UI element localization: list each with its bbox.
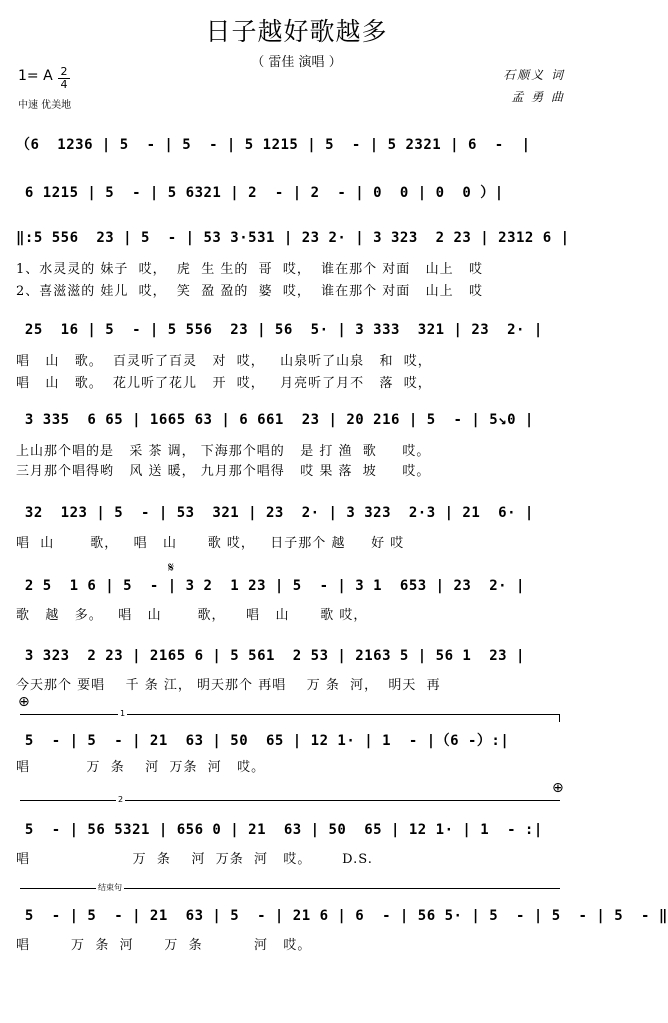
notation-row-2: 6 1215 | 5 - | 5 6321 | 2 - | 2 - | 0 0 | 0 0 ）|	[16, 185, 504, 201]
time-bottom: 4	[58, 78, 70, 91]
coda-sign: ⊕	[18, 694, 30, 710]
key-signature: 1= A	[18, 68, 53, 84]
lyric-row-7: 歌 越 多。 唱 山 歌， 唱 山 歌 哎，	[16, 608, 368, 623]
lyric-row-4-verse2: 唱 山 歌。 花儿听了花儿 开 哎， 月亮听了月不 落 哎，	[16, 376, 432, 391]
notation-row-6: 32 123 | 5 - | 53 321 | 23 2· | 3 323 2·3 | 21 6· |	[16, 505, 534, 521]
lyricist-credit: 石顺义 词	[503, 68, 565, 82]
notation-row-7: 2 5 1 6 | 5 - | 3 2 1 23 | 5 - | 3 1 653 | 23 2· |	[16, 578, 525, 594]
lyric-row-9: 唱 万 条 河 万条 河 哎。	[16, 760, 266, 775]
volta-1-end	[559, 714, 560, 722]
composer-credit: 孟 勇 曲	[511, 90, 565, 104]
notation-row-8: 3 323 2 23 | 2165 6 | 5 561 2 53 | 2163 5 | 56 1 23 |	[16, 648, 525, 664]
singer-credit: （ 雷佳 演唱 ）	[251, 55, 342, 70]
lyric-row-3-verse1: 1、水灵灵的 妹子 哎， 虎 生 生的 哥 哎， 谁在那个 对面 山上 哎	[16, 262, 484, 277]
lyric-row-8: 今天那个 要唱 千 条 江， 明天那个 再唱 万 条 河， 明天 再	[16, 678, 441, 693]
notation-row-1: （6 1236 | 5 - | 5 - | 5 1215 | 5 - | 5 2321 | 6 - |	[16, 137, 531, 153]
lyric-row-4-verse1: 唱 山 歌。 百灵听了百灵 对 哎， 山泉听了山泉 和 哎，	[16, 354, 432, 369]
notation-row-4: 25 16 | 5 - | 5 556 23 | 56 5· | 3 333 321 | 23 2· |	[16, 322, 543, 338]
lyric-row-10: 唱 万 条 河 万条 河 哎。 D.S.	[16, 852, 373, 867]
coda-sign-2: ⊕	[552, 780, 564, 796]
time-top: 2	[60, 65, 68, 78]
volta-2-label: 2	[118, 795, 124, 804]
volta-1-bracket	[20, 714, 560, 715]
lyric-row-11: 唱 万 条 河 万 条 河 哎。	[16, 938, 312, 953]
notation-row-3: ‖:5 556 23 | 5 - | 53 3·531 | 23 2· | 3 323 2 23 | 2312 6 |	[16, 230, 570, 246]
lyric-row-5-verse1: 上山那个唱的是 采 茶 调， 下海那个唱的 是 打 渔 歌 哎。	[16, 444, 431, 459]
lyric-row-5-verse2: 三月那个唱得哟 风 送 暖， 九月那个唱得 哎 果 落 坡 哎。	[16, 464, 431, 479]
notation-row-10: 5 - | 56 5321 | 656 0 | 21 63 | 50 65 | 12 1· | 1 - :|	[16, 822, 543, 838]
volta-2-bracket	[20, 800, 560, 801]
song-title: 日子越好歌越多	[205, 17, 388, 46]
notation-row-11: 5 - | 5 - | 21 63 | 5 - | 21 6 | 6 - | 56 5· | 5 - | 5 - | 5 - ‖	[16, 908, 668, 924]
notation-row-9: 5 - | 5 - | 21 63 | 50 65 | 12 1· | 1 - |（6 -）:|	[16, 733, 510, 749]
lyric-row-6: 唱 山 歌， 唱 山 歌 哎， 日子那个 越 好 哎	[16, 536, 405, 551]
volta-1-label: 1	[120, 709, 126, 718]
segno-sign: 𝄋	[168, 560, 175, 576]
lyric-row-3-verse2: 2、喜滋滋的 娃儿 哎， 笑 盈 盈的 婆 哎， 谁在那个 对面 山上 哎	[16, 284, 484, 299]
tempo-marking: 中速 优美地	[18, 100, 72, 111]
time-signature	[58, 66, 70, 91]
notation-row-5: 3 335 6 65 | 1665 63 | 6 661 23 | 20 216 | 5 - | 5↘0 |	[16, 412, 534, 428]
ending-label: 结束句	[98, 883, 122, 892]
